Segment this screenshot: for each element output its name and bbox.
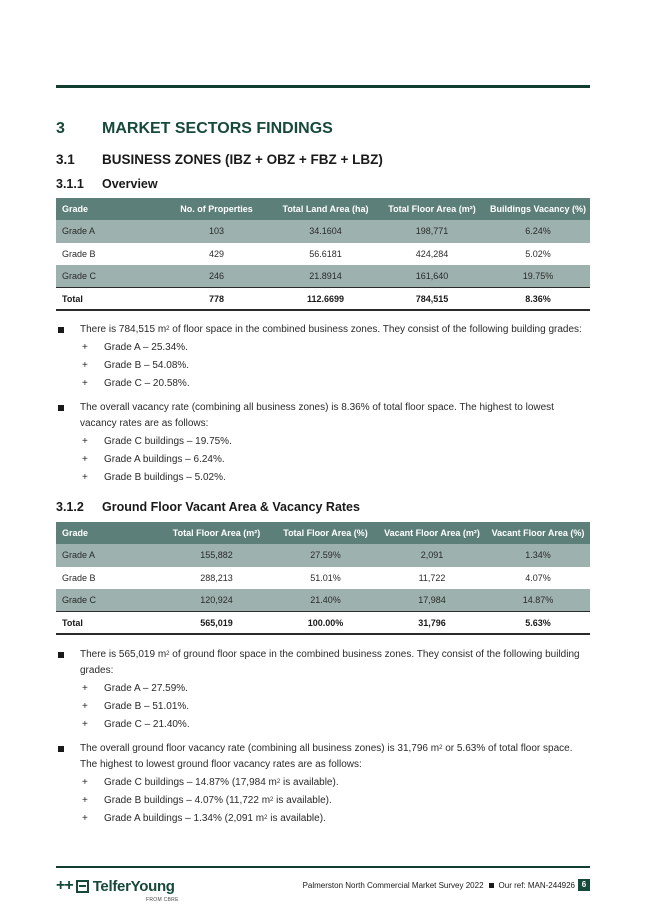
- table-cell: 27.59%: [273, 544, 378, 567]
- plus-icon: +: [82, 360, 88, 371]
- ground-floor-title: Ground Floor Vacant Area & Vacancy Rates: [102, 500, 360, 514]
- table-cell: Grade C: [56, 265, 160, 288]
- top-rule: [56, 85, 590, 88]
- table-cell: Total: [56, 612, 160, 635]
- sub-bullet-text: is available).: [273, 795, 332, 806]
- sub-bullet-text: Grade B buildings – 5.02%.: [104, 472, 226, 483]
- table-row: [56, 265, 590, 288]
- sub-bullet-text: Grade B – 51.01%.: [104, 701, 190, 712]
- bullet-text: The overall ground floor vacancy rate (combining all business zones) is 31,796 m: [80, 743, 440, 754]
- sub-bullet-text: Grade C – 20.58%.: [104, 378, 190, 389]
- overview-bullet-list: [56, 322, 590, 494]
- table-cell: 565,019: [160, 612, 273, 635]
- sub-bullet-item: [56, 340, 590, 356]
- overview-title: Overview: [102, 177, 158, 191]
- plus-icon: +: [82, 813, 88, 824]
- bullet-square-icon: [58, 746, 64, 752]
- sub-bullet-text: Grade A buildings – 1.34% (2,091 m: [104, 813, 265, 824]
- plus-icon: +: [82, 719, 88, 730]
- sub-bullet-text: Grade A – 25.34%.: [104, 342, 188, 353]
- ground-floor-heading: [56, 500, 360, 514]
- bullet-text: of ground floor space in the combined business zones. They consist of the following building grades:: [80, 649, 580, 676]
- bullet-text: There is 565,019 m: [80, 649, 167, 660]
- table-cell: 429: [160, 243, 273, 266]
- table-cell: Grade C: [56, 589, 160, 612]
- column-header: Grade: [56, 198, 160, 220]
- column-header: Grade: [56, 522, 160, 544]
- table-cell: 21.40%: [273, 589, 378, 612]
- table-cell: 21.8914: [273, 265, 378, 288]
- sub-bullet-item: [56, 470, 590, 486]
- sub-bullet-item: [56, 775, 590, 791]
- table-row: [56, 567, 590, 590]
- sub-bullet-item: [56, 681, 590, 697]
- table-cell: 100.00%: [273, 612, 378, 635]
- table-row: [56, 220, 590, 243]
- sub-bullet-text: Grade A buildings – 6.24%.: [104, 454, 225, 465]
- table-total-row: [56, 612, 590, 635]
- plus-icon: +: [82, 795, 88, 806]
- table-cell: 778: [160, 288, 273, 311]
- bullet-text: There is 784,515 m: [80, 324, 167, 335]
- sub-bullet-text: is available).: [280, 777, 339, 788]
- superscript: 2: [166, 326, 170, 332]
- sub-bullet-text: Grade C – 21.40%.: [104, 719, 190, 730]
- bullet-text: or 5.63% of total floor space. The highest to lowest ground floor vacancy rates are as follows:: [80, 743, 573, 770]
- footer-info: [303, 881, 575, 890]
- table-header-row: [56, 522, 590, 544]
- section-title: MARKET SECTORS FINDINGS: [102, 120, 333, 137]
- bullet-item: [56, 400, 590, 432]
- table-cell: 288,213: [160, 567, 273, 590]
- column-header: Total Floor Area (m²): [160, 522, 273, 544]
- overview-heading: [56, 177, 158, 191]
- sub-bullet-text: Grade A – 27.59%.: [104, 683, 188, 694]
- column-header: Buildings Vacancy (%): [486, 198, 590, 220]
- footer-separator-icon: [489, 883, 494, 888]
- sub-bullet-text: Grade C buildings – 14.87% (17,984 m: [104, 777, 277, 788]
- logo-box-icon: [76, 880, 89, 893]
- logo-wordmark: TelferYoung: [92, 877, 175, 895]
- section-heading: [56, 120, 333, 138]
- table-cell: 8.36%: [486, 288, 590, 311]
- ground-floor-number: 3.1.2: [56, 500, 84, 514]
- table-cell: 51.01%: [273, 567, 378, 590]
- plus-icon: +: [82, 378, 88, 389]
- table-cell: 56.6181: [273, 243, 378, 266]
- table-cell: 120,924: [160, 589, 273, 612]
- bullet-item: [56, 741, 590, 773]
- table-total-row: [56, 288, 590, 311]
- section-number: 3: [56, 120, 65, 137]
- sub-bullet-text: Grade B buildings – 4.07% (11,722 m: [104, 795, 271, 806]
- column-header: Vacant Floor Area (m²): [378, 522, 486, 544]
- bullet-item: [56, 647, 590, 679]
- bullet-text: The overall vacancy rate (combining all business zones) is 8.36% of total floor space. The highest to lowest vacancy rates are as follows:: [80, 402, 554, 429]
- ground-floor-table: [56, 522, 590, 635]
- table-cell: 155,882: [160, 544, 273, 567]
- table-cell: Grade B: [56, 567, 160, 590]
- table-cell: 17,984: [378, 589, 486, 612]
- sub-bullet-text: is available).: [267, 813, 326, 824]
- sub-bullet-item: [56, 358, 590, 374]
- sub-bullet-item: [56, 376, 590, 392]
- table-cell: 246: [160, 265, 273, 288]
- bullet-square-icon: [58, 327, 64, 333]
- bottom-rule: [56, 866, 590, 868]
- superscript: 2: [439, 745, 443, 751]
- table-row: [56, 544, 590, 567]
- page-number: 6: [578, 879, 590, 891]
- table-cell: 5.63%: [486, 612, 590, 635]
- bullet-item: [56, 322, 590, 338]
- table-cell: 31,796: [378, 612, 486, 635]
- table-cell: 424,284: [378, 243, 486, 266]
- column-header: No. of Properties: [160, 198, 273, 220]
- plus-icon: +: [82, 454, 88, 465]
- plus-icon: +: [82, 701, 88, 712]
- sub-bullet-text: Grade C buildings – 19.75%.: [104, 436, 232, 447]
- logo-subtitle: FROM CBRE: [146, 897, 179, 903]
- plus-icon: +: [82, 342, 88, 353]
- table-cell: 14.87%: [486, 589, 590, 612]
- table-header-row: [56, 198, 590, 220]
- column-header: Total Floor Area (%): [273, 522, 378, 544]
- footer-survey-title: Palmerston North Commercial Market Survey 2022: [302, 881, 484, 890]
- table-cell: 161,640: [378, 265, 486, 288]
- table-cell: 5.02%: [486, 243, 590, 266]
- table-cell: 112.6699: [273, 288, 378, 311]
- bullet-text: of floor space in the combined business zones. They consist of the following building grades:: [169, 324, 582, 335]
- table-cell: 19.75%: [486, 265, 590, 288]
- logo-plus-icon: ++: [56, 877, 73, 894]
- sub-bullet-item: [56, 793, 590, 809]
- table-cell: Grade B: [56, 243, 160, 266]
- table-cell: 34.1604: [273, 220, 378, 243]
- ground-floor-bullet-list: [56, 647, 590, 835]
- table-cell: Grade A: [56, 220, 160, 243]
- sub-bullet-item: [56, 452, 590, 468]
- column-header: Total Floor Area (m²): [378, 198, 486, 220]
- sub-bullet-item: [56, 699, 590, 715]
- footer-reference: Our ref: MAN-244926: [498, 881, 575, 890]
- column-header: Vacant Floor Area (%): [486, 522, 590, 544]
- table-cell: 198,771: [378, 220, 486, 243]
- bullet-square-icon: [58, 652, 64, 658]
- superscript: 2: [276, 779, 281, 785]
- sub-bullet-item: [56, 811, 590, 827]
- sub-bullet-item: [56, 717, 590, 733]
- sub-bullet-text: Grade B – 54.08%.: [104, 360, 190, 371]
- plus-icon: +: [82, 436, 88, 447]
- table-cell: 2,091: [378, 544, 486, 567]
- table-cell: Total: [56, 288, 160, 311]
- superscript: 2: [264, 815, 268, 821]
- subsection-heading: [56, 152, 383, 167]
- table-cell: 103: [160, 220, 273, 243]
- table-cell: Grade A: [56, 544, 160, 567]
- bullet-square-icon: [58, 405, 64, 411]
- table-row: [56, 243, 590, 266]
- plus-icon: +: [82, 683, 88, 694]
- table-cell: 1.34%: [486, 544, 590, 567]
- table-cell: 6.24%: [486, 220, 590, 243]
- plus-icon: +: [82, 777, 88, 788]
- sub-bullet-item: [56, 434, 590, 450]
- table-cell: 784,515: [378, 288, 486, 311]
- subsection-number: 3.1: [56, 152, 75, 167]
- overview-number: 3.1.1: [56, 177, 84, 191]
- plus-icon: +: [82, 472, 88, 483]
- telferyoung-logo: [56, 875, 175, 897]
- column-header: Total Land Area (ha): [273, 198, 378, 220]
- table-cell: 11,722: [378, 567, 486, 590]
- superscript: 2: [270, 797, 274, 803]
- overview-table: [56, 198, 590, 311]
- superscript: 2: [166, 651, 170, 657]
- table-row: [56, 589, 590, 612]
- table-cell: 4.07%: [486, 567, 590, 590]
- subsection-title: BUSINESS ZONES (IBZ + OBZ + FBZ + LBZ): [102, 152, 383, 167]
